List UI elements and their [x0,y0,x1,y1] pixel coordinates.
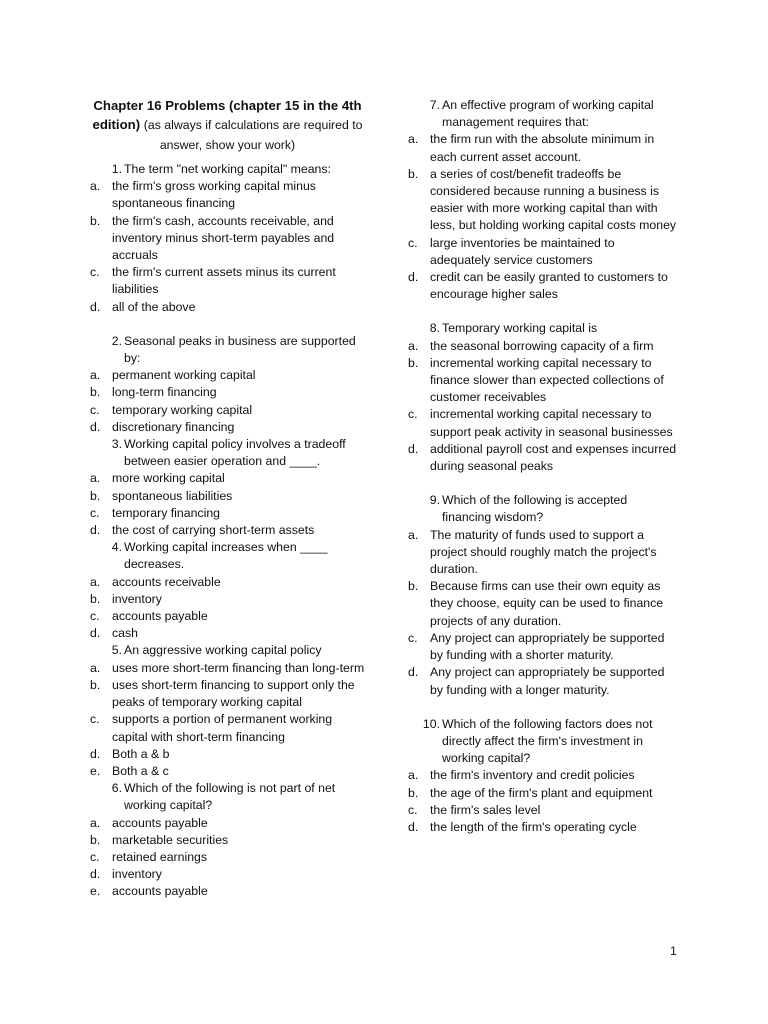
question-3 [90,436,365,539]
answer-option [90,591,365,608]
option-letter: d . [408,269,418,286]
option-letter: a . [90,470,100,487]
option-text: the length of the firm's operating cycle [430,819,637,834]
question-1 [90,161,365,316]
option-letter: b . [90,488,100,505]
question-text: Seasonal peaks in business are supported by: [124,333,356,366]
question-number: 1 . [100,161,122,178]
answer-option [408,355,678,407]
option-letter: e . [90,883,100,900]
option-text: the firm's current assets minus its current liabilities [112,265,336,297]
left-column [90,96,365,901]
option-letter: c . [90,608,100,625]
option-letter: a . [90,574,100,591]
option-letter: a . [408,338,418,355]
option-letter: c . [90,505,100,522]
question-7 [408,97,678,303]
question-stem [408,716,678,768]
option-text: inventory [112,867,162,882]
answer-option [408,338,678,355]
option-letter: d . [408,664,418,681]
option-letter: b . [408,578,418,595]
option-text: Any project can appropriately be supported by funding with a longer maturity. [430,665,665,697]
answer-option [90,488,365,505]
question-text: Temporary working capital is [442,321,598,336]
answer-option [408,235,678,269]
option-letter: a . [90,815,100,832]
option-letter: c . [408,802,418,819]
question-number: 2 . [100,333,122,350]
question-text: Working capital policy involves a tradeoff between easier operation and ____. [124,437,346,469]
answer-option [90,384,365,401]
answer-option [408,802,678,819]
option-text: additional payroll cost and expenses incurred during seasonal peaks [430,441,677,474]
answer-option [90,832,365,849]
option-text: permanent working capital [112,368,256,383]
option-letter: b . [90,591,100,608]
answer-option [90,608,365,625]
option-text: large inventories be maintained to adequately service customers [430,235,615,267]
option-text: Any project can appropriately be supported by funding with a shorter maturity. [430,630,665,663]
option-text: the firm's sales level [430,802,541,817]
question-stem [90,642,365,659]
option-text: marketable securities [112,832,229,847]
answer-option [90,299,365,316]
option-letter: a . [408,527,418,544]
question-number: 3 . [100,436,122,453]
option-text: credit can be easily granted to customers to encourage higher sales [430,270,668,302]
option-text: the firm's cash, accounts receivable, and inventory minus short-term payables and accruals [112,213,335,263]
answer-option [90,505,365,522]
option-text: Both a & b [112,746,170,761]
question-text: The term "net working capital" means: [124,162,331,176]
option-letter: a . [90,660,100,677]
question-stem [90,780,365,814]
answer-option [90,815,365,832]
question-6 [90,780,365,900]
answer-option [90,763,365,780]
option-text: accounts payable [112,609,208,624]
document-title: Chapter 16 Problems (chapter 15 in the 4th edition) [92,98,362,132]
question-text: Which of the following is accepted financing wisdom? [442,493,628,525]
option-letter: c . [90,849,100,866]
option-text: accounts payable [112,815,208,830]
question-text: An effective program of working capital management requires that: [442,98,654,130]
option-letter: b . [408,355,418,372]
option-text: all of the above [112,299,196,314]
question-stem [90,161,365,178]
option-text: inventory [112,591,162,606]
question-number: 7 . [418,97,440,114]
option-text: the cost of carrying short-term assets [112,523,315,538]
option-letter: c . [90,402,100,419]
option-text: uses short-term financing to support only the peaks of temporary working capital [112,677,355,710]
question-stem [408,97,678,131]
option-letter: d . [90,522,100,539]
answer-option [408,785,678,802]
option-letter: a . [90,178,100,195]
document-heading [90,96,365,155]
question-stem [90,333,365,367]
option-text: retained earnings [112,849,208,864]
option-text: incremental working capital necessary to support peak activity in seasonal businesses [430,407,673,439]
option-letter: b . [90,677,100,694]
option-text: spontaneous liabilities [112,488,233,503]
answer-option [90,470,365,487]
question-5 [90,642,365,780]
question-stem [408,492,678,526]
right-column [408,96,678,836]
option-letter: b . [90,832,100,849]
option-text: the age of the firm's plant and equipment [430,785,653,800]
option-letter: b . [408,166,418,183]
question-4 [90,539,365,642]
answer-option [408,664,678,698]
question-text: An aggressive working capital policy [124,643,322,658]
option-letter: d . [408,819,418,836]
question-stem [408,320,678,337]
answer-option [90,419,365,436]
answer-option [90,677,365,711]
document-subtitle: (as always if calculations are required to answer, show your work) [143,118,363,152]
answer-option [408,819,678,836]
option-letter: a . [408,131,418,148]
answer-option [408,269,678,303]
answer-option [90,367,365,384]
option-letter: b . [408,785,418,802]
question-number: 8 . [418,320,440,337]
question-number: 4 . [100,539,122,556]
question-number: 9 . [418,492,440,509]
question-8 [408,320,678,475]
question-10 [408,716,678,836]
option-letter: c . [90,264,100,281]
option-letter: c . [408,235,418,252]
option-text: a series of cost/benefit tradeoffs be considered because running a business is easier with more working capital than with less, but holding working capital costs money [430,166,677,233]
option-letter: e . [90,763,100,780]
option-text: the firm's inventory and credit policies [430,768,635,783]
answer-option [90,213,365,265]
question-number: 6 . [100,780,122,797]
question-number: 5 . [100,642,122,659]
option-letter: b . [90,384,100,401]
option-text: accounts receivable [112,574,221,589]
answer-option [90,625,365,642]
option-text: the seasonal borrowing capacity of a firm [430,338,654,353]
page-number: 1 [670,944,677,958]
answer-option [408,406,678,440]
answer-option [90,866,365,883]
option-letter: a . [408,767,418,784]
question-text: Which of the following is not part of net working capital? [124,781,336,813]
option-letter: d . [408,441,418,458]
question-2 [90,333,365,436]
option-text: supports a portion of permanent working capital with short-term financing [112,712,333,744]
option-letter: d . [90,746,100,763]
answer-option [90,883,365,900]
question-number: 10 . [410,716,440,733]
answer-option [90,660,365,677]
answer-option [90,849,365,866]
answer-option [408,630,678,664]
question-stem [90,539,365,573]
question-text: Working capital increases when ____ decreases. [124,540,328,572]
option-letter: c . [408,406,418,423]
answer-option [408,578,678,630]
option-text: cash [112,626,138,641]
answer-option [408,767,678,784]
option-letter: b . [90,213,100,230]
option-text: the firm's gross working capital minus spontaneous financing [112,179,316,211]
question-stem [90,436,365,470]
option-letter: d . [90,625,100,642]
option-text: the firm run with the absolute minimum in each current asset account. [430,132,655,164]
answer-option [90,746,365,763]
option-text: The maturity of funds used to support a project should roughly match the project's duration. [430,527,657,577]
answer-option [90,264,365,298]
option-text: long-term financing [112,385,217,400]
question-text: Which of the following factors does not directly affect the firm's investment in working capital? [442,716,653,766]
option-text: Both a & c [112,763,169,778]
option-letter: d . [90,419,100,436]
answer-option [90,574,365,591]
answer-option [90,522,365,539]
answer-option [408,166,678,235]
answer-option [408,441,678,475]
answer-option [90,178,365,212]
option-letter: a . [90,367,100,384]
option-letter: d . [90,299,100,316]
option-text: temporary financing [112,505,220,520]
answer-option [90,711,365,745]
option-letter: d . [90,866,100,883]
option-text: accounts payable [112,884,208,899]
option-letter: c . [408,630,418,647]
question-9 [408,492,678,698]
option-text: incremental working capital necessary to finance slower than expected collections of customer receivables [430,355,664,405]
option-text: uses more short-term financing than long-term [112,660,365,675]
option-letter: c . [90,711,100,728]
option-text: more working capital [112,471,225,486]
option-text: Because firms can use their own equity as they choose, equity can be used to finance projects of any duration. [430,579,664,628]
answer-option [90,402,365,419]
option-text: temporary working capital [112,402,253,417]
answer-option [408,131,678,165]
answer-option [408,527,678,579]
option-text: discretionary financing [112,419,235,434]
